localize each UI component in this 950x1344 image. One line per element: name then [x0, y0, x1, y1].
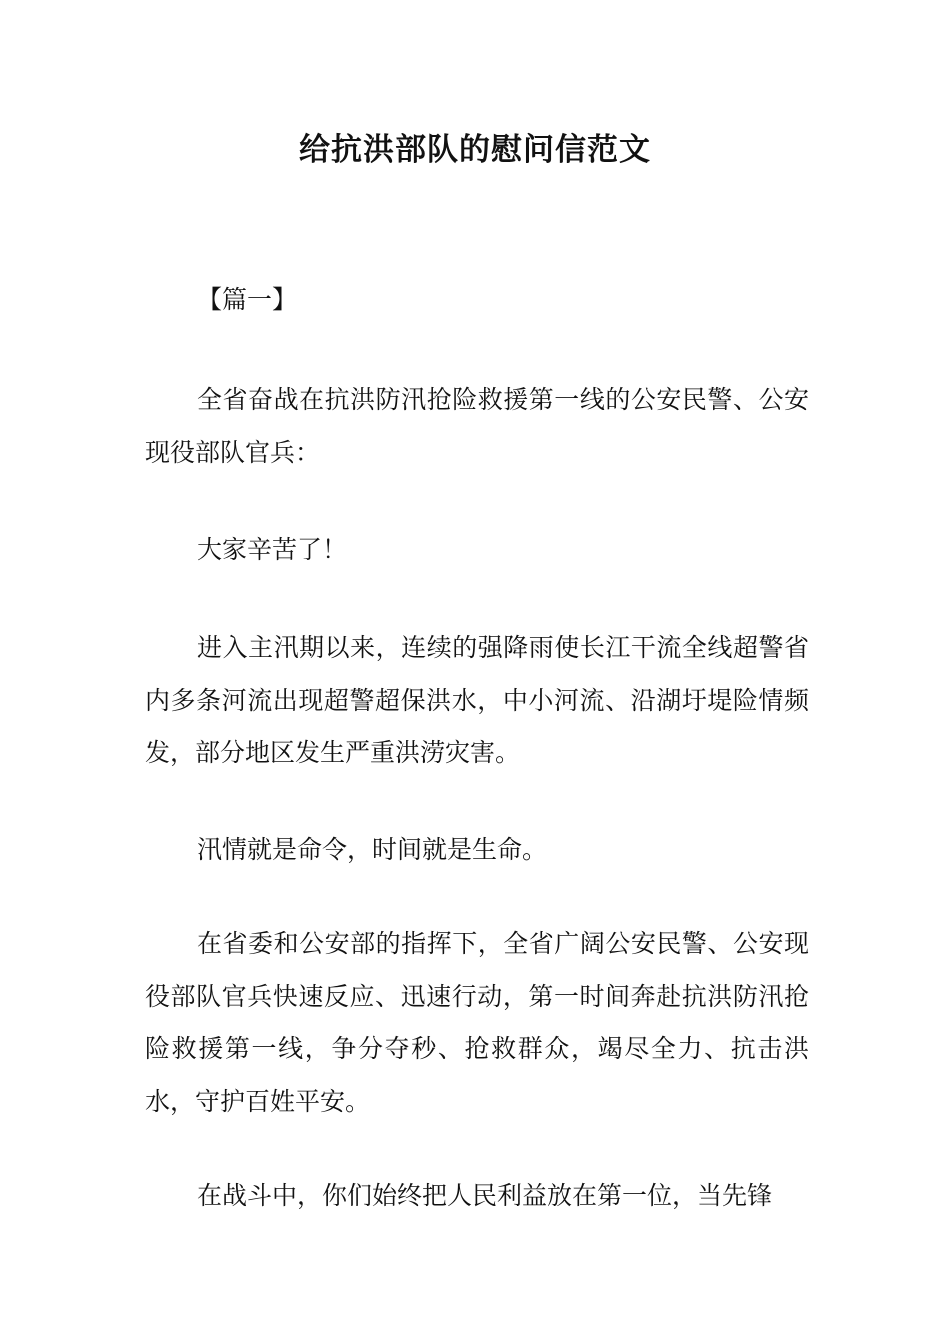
greeting-paragraph: 大家辛苦了！	[197, 535, 348, 564]
body-paragraph-battle: 在战斗中，你们始终把人民利益放在第一位，当先锋	[197, 1181, 773, 1210]
body-paragraph-command: 汛情就是命令，时间就是生命。	[197, 835, 548, 864]
document-title: 给抗洪部队的慰问信范文	[299, 132, 651, 168]
section-heading: 【篇一】	[197, 285, 298, 314]
salutation-paragraph: 全省奋战在抗洪防汛抢险救援第一线的公安民警、公安现役部队官兵：	[145, 385, 809, 467]
body-paragraph-flood-situation: 进入主汛期以来，连续的强降雨使长江干流全线超警省内多条河流出现超警超保洪水，中小河流、沿湖圩堤险情频发，部分地区发生严重洪涝灾害。	[145, 633, 809, 767]
body-paragraph-response: 在省委和公安部的指挥下，全省广阔公安民警、公安现役部队官兵快速反应、迅速行动，第一时间奔赴抗洪防汛抢险救援第一线，争分夺秒、抢救群众，竭尽全力、抗击洪水，守护百姓平安。	[145, 929, 809, 1116]
